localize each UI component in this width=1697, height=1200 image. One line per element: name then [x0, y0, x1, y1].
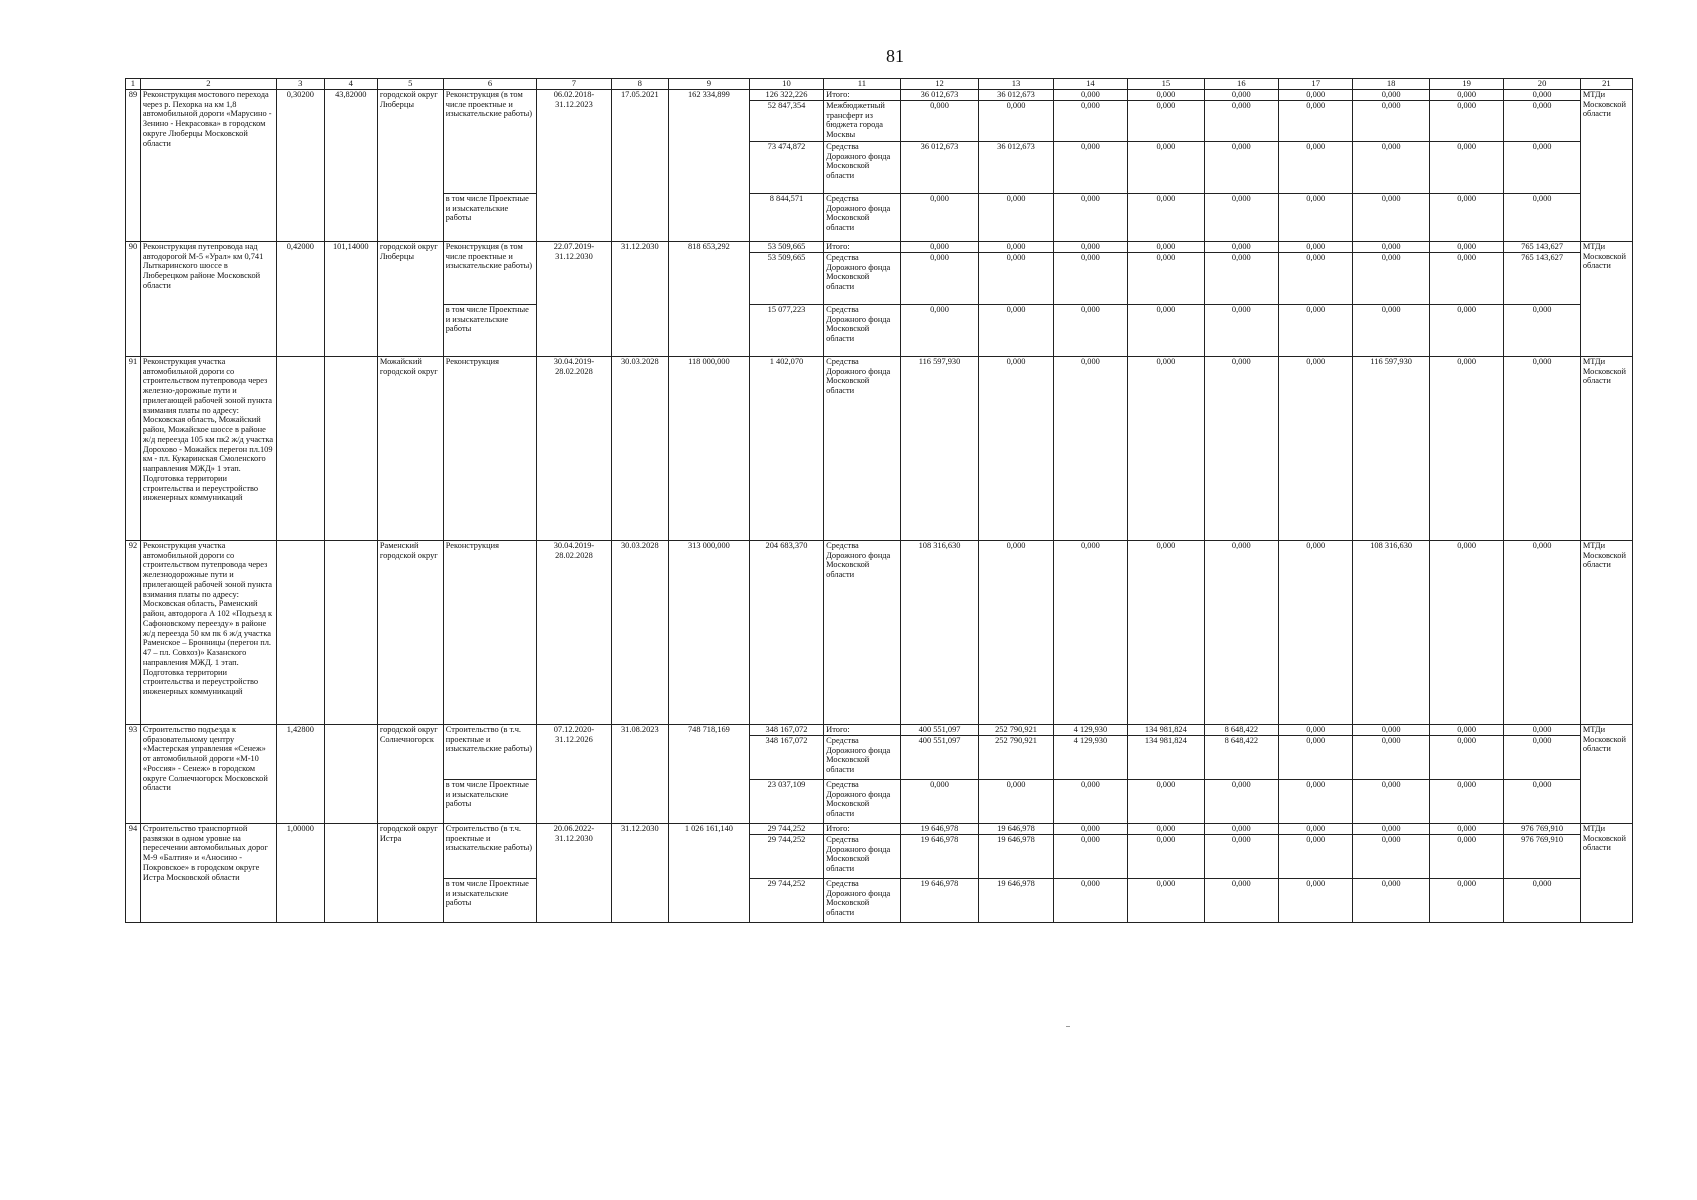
municipality-cell: Можайский городской округ: [377, 356, 443, 540]
amount-cell: 400 551,097: [900, 735, 979, 779]
work-type-cell: Реконструкция: [443, 540, 537, 724]
completion-date-cell: 30.03.2028: [611, 540, 668, 724]
column-header: 8: [611, 79, 668, 90]
amount-cell: 765 143,627: [1504, 252, 1581, 304]
column-header: 15: [1128, 79, 1205, 90]
executor-cell: МТДи Московской области: [1580, 823, 1632, 922]
column-header: 20: [1504, 79, 1581, 90]
amount-cell: 0,000: [1353, 141, 1430, 193]
value-cell: [324, 724, 377, 823]
amount-cell: 0,000: [1279, 100, 1353, 141]
funding-source-cell: Итого:: [824, 241, 901, 252]
municipality-cell: городской округ Истра: [377, 823, 443, 922]
amount-cell: 0,000: [1429, 356, 1503, 540]
funding-source-cell: Средства Дорожного фонда Московской области: [824, 304, 901, 356]
object-name: Строительство транспортной развязки в одном уровне на пересечении автомобильных дорог М-9 «Балтия» и «Аносино - Покровское» в городском округе Истра Московской области: [140, 823, 276, 922]
column-header: 3: [276, 79, 324, 90]
amount-cell: 976 769,910: [1504, 834, 1581, 878]
table-row: [126, 356, 1633, 540]
amount-cell: 0,000: [1353, 100, 1430, 141]
amount-cell: 8 648,422: [1204, 735, 1278, 779]
amount-cell: 0,000: [1053, 878, 1127, 922]
period-cell: 07.12.2020-31.12.2026: [537, 724, 611, 823]
column-header: 13: [979, 79, 1053, 90]
capacity-cell: 0,30200: [276, 89, 324, 241]
column-header: 12: [900, 79, 979, 90]
amount-cell: 0,000: [900, 304, 979, 356]
funding-source-cell: Итого:: [824, 823, 901, 834]
column-header: 16: [1204, 79, 1278, 90]
amount-cell: 4 129,930: [1053, 735, 1127, 779]
period-cell: 20.06.2022-31.12.2030: [537, 823, 611, 922]
amount-cell: 134 981,824: [1128, 735, 1205, 779]
amount-cell: 0,000: [1053, 356, 1127, 540]
amount-cell: 0,000: [1279, 834, 1353, 878]
municipality-cell: городской округ Люберцы: [377, 241, 443, 356]
amount-cell: 0,000: [1053, 304, 1127, 356]
table-row: [126, 89, 1633, 100]
object-name: Реконструкция мостового перехода через р. Пехорка на км 1,8 автомобильной дороги «Марусино - Зенино - Некрасовка» в городском округе Люберцы Московской области: [140, 89, 276, 241]
amount-cell: 0,000: [1504, 540, 1581, 724]
amount-cell: 0,000: [900, 252, 979, 304]
municipality-cell: городской округ Солнечногорск: [377, 724, 443, 823]
financed-cell: 8 844,571: [749, 193, 823, 241]
object-name: Реконструкция путепровода над автодорогой М-5 «Урал» км 0,741 Лыткаринского шоссе в Люберецком районе Московской области: [140, 241, 276, 356]
amount-cell: 0,000: [1429, 834, 1503, 878]
amount-cell: 0,000: [979, 241, 1053, 252]
amount-cell: 36 012,673: [979, 89, 1053, 100]
amount-cell: 0,000: [1204, 878, 1278, 922]
column-header: 19: [1429, 79, 1503, 90]
row-number: 89: [126, 89, 141, 241]
capacity-cell: 1,00000: [276, 823, 324, 922]
financed-cell: 53 509,665: [749, 241, 823, 252]
table-row: [126, 724, 1633, 735]
amount-cell: 19 646,978: [900, 878, 979, 922]
amount-cell: 0,000: [1204, 241, 1278, 252]
amount-cell: 0,000: [1128, 252, 1205, 304]
amount-cell: 0,000: [1279, 779, 1353, 823]
amount-cell: 134 981,824: [1128, 724, 1205, 735]
column-header: 14: [1053, 79, 1127, 90]
amount-cell: 0,000: [1429, 304, 1503, 356]
amount-cell: 0,000: [1353, 252, 1430, 304]
amount-cell: 0,000: [1204, 834, 1278, 878]
amount-cell: 0,000: [979, 540, 1053, 724]
column-header: 9: [669, 79, 750, 90]
amount-cell: 0,000: [979, 779, 1053, 823]
period-cell: 06.02.2018-31.12.2023: [537, 89, 611, 241]
object-name: Реконструкция участка автомобильной дороги со строительством путепровода через железно-дорожные пути и прилегающей рабочей зоной пункта взимания платы по адресу: Московская область, Можайский район, Можайское шоссе в районе ж/д переезда 105 км пк2 ж/д участка Дорохово - Можайск перегон пл.109 км - пл. Кукаринская Смоленского направления МЖД» 1 этап. Подготовка территории строительства и переустройство инженерных коммуникаций: [140, 356, 276, 540]
work-type-cell: Реконструкция: [443, 356, 537, 540]
scan-mark: [1066, 1026, 1070, 1027]
amount-cell: 0,000: [979, 356, 1053, 540]
amount-cell: 0,000: [1128, 304, 1205, 356]
amount-cell: 0,000: [979, 304, 1053, 356]
financed-cell: 1 402,070: [749, 356, 823, 540]
amount-cell: 0,000: [1353, 89, 1430, 100]
financed-cell: 204 683,370: [749, 540, 823, 724]
funding-source-cell: Итого:: [824, 89, 901, 100]
amount-cell: 0,000: [1204, 356, 1278, 540]
column-header: 10: [749, 79, 823, 90]
amount-cell: 0,000: [1504, 724, 1581, 735]
completion-date-cell: 30.03.2028: [611, 356, 668, 540]
funding-source-cell: Итого:: [824, 724, 901, 735]
object-name: Реконструкция участка автомобильной дороги со строительством путепровода через железнодорожные пути и прилегающей рабочей зоной пункта взимания платы по адресу: Московская область, Раменский район, автодорога А 102 «Подъезд к Сафоновскому переезду» в районе ж/д переезда 50 км пк 6 ж/д участка Раменское – Бронницы (перегон пл. 47 – пл. Совхоз)» Казанского направления МЖД. 1 этап. Подготовка территории строительства и переустройство инженерных коммуникаций: [140, 540, 276, 724]
amount-cell: 0,000: [900, 241, 979, 252]
amount-cell: 0,000: [1279, 241, 1353, 252]
amount-cell: 0,000: [1429, 252, 1503, 304]
amount-cell: 0,000: [1279, 89, 1353, 100]
amount-cell: 116 597,930: [900, 356, 979, 540]
value-cell: [324, 356, 377, 540]
municipality-cell: Раменский городской округ: [377, 540, 443, 724]
municipality-cell: городской округ Люберцы: [377, 89, 443, 241]
amount-cell: 36 012,673: [979, 141, 1053, 193]
capacity-cell: 1,42800: [276, 724, 324, 823]
executor-cell: МТДи Московской области: [1580, 540, 1632, 724]
page-number: 81: [886, 46, 904, 66]
period-cell: 22.07.2019-31.12.2030: [537, 241, 611, 356]
amount-cell: 36 012,673: [900, 141, 979, 193]
column-header: 21: [1580, 79, 1632, 90]
amount-cell: 0,000: [1204, 100, 1278, 141]
amount-cell: 0,000: [1429, 724, 1503, 735]
funding-source-cell: Средства Дорожного фонда Московской области: [824, 878, 901, 922]
completion-date-cell: 31.08.2023: [611, 724, 668, 823]
amount-cell: 19 646,978: [979, 834, 1053, 878]
value-cell: [324, 823, 377, 922]
amount-cell: 0,000: [1128, 193, 1205, 241]
completion-date-cell: 17.05.2021: [611, 89, 668, 241]
estimated-cost-cell: 118 000,000: [669, 356, 750, 540]
amount-cell: 0,000: [1429, 735, 1503, 779]
amount-cell: 0,000: [1053, 89, 1127, 100]
completion-date-cell: 31.12.2030: [611, 823, 668, 922]
completion-date-cell: 31.12.2030: [611, 241, 668, 356]
sub-work-type-cell: в том числе Проектные и изыскательские работы: [443, 193, 537, 241]
estimated-cost-cell: 748 718,169: [669, 724, 750, 823]
work-type-cell: Строительство (в т.ч. проектные и изыскательские работы): [443, 823, 537, 878]
amount-cell: 0,000: [1128, 100, 1205, 141]
period-cell: 30.04.2019-28.02.2028: [537, 356, 611, 540]
column-header: 17: [1279, 79, 1353, 90]
table-row: [126, 823, 1633, 834]
row-number: 92: [126, 540, 141, 724]
amount-cell: 252 790,921: [979, 735, 1053, 779]
financed-cell: 348 167,072: [749, 735, 823, 779]
financed-cell: 29 744,252: [749, 823, 823, 834]
value-cell: 101,14000: [324, 241, 377, 356]
value-cell: [324, 540, 377, 724]
funding-source-cell: Средства Дорожного фонда Московской области: [824, 735, 901, 779]
amount-cell: 0,000: [1504, 89, 1581, 100]
amount-cell: 0,000: [1504, 141, 1581, 193]
program-table-sheet: [125, 78, 1633, 923]
amount-cell: 8 648,422: [1204, 724, 1278, 735]
amount-cell: 0,000: [1279, 724, 1353, 735]
amount-cell: 0,000: [1053, 141, 1127, 193]
funding-source-cell: Средства Дорожного фонда Московской области: [824, 834, 901, 878]
amount-cell: 0,000: [1504, 779, 1581, 823]
amount-cell: 0,000: [1128, 89, 1205, 100]
amount-cell: 0,000: [1053, 834, 1127, 878]
amount-cell: 0,000: [1279, 252, 1353, 304]
object-name: Строительство подъезда к образовательному центру «Мастерская управления «Сенеж» от автомобильной дороги «М-10 «Россия» - Сенеж» в городском округе Солнечногорск Московской области: [140, 724, 276, 823]
amount-cell: 116 597,930: [1353, 356, 1430, 540]
amount-cell: 0,000: [1128, 356, 1205, 540]
amount-cell: 0,000: [1053, 823, 1127, 834]
amount-cell: 19 646,978: [900, 823, 979, 834]
amount-cell: 0,000: [1429, 779, 1503, 823]
amount-cell: 0,000: [1204, 89, 1278, 100]
amount-cell: 0,000: [1353, 878, 1430, 922]
executor-cell: МТДи Московской области: [1580, 89, 1632, 241]
table-row: [126, 540, 1633, 724]
amount-cell: 0,000: [1504, 100, 1581, 141]
amount-cell: 0,000: [1128, 241, 1205, 252]
amount-cell: 765 143,627: [1504, 241, 1581, 252]
column-header: 1: [126, 79, 141, 90]
period-cell: 30.04.2019-28.02.2028: [537, 540, 611, 724]
funding-source-cell: Средства Дорожного фонда Московской области: [824, 779, 901, 823]
amount-cell: 0,000: [1429, 540, 1503, 724]
amount-cell: 0,000: [1353, 834, 1430, 878]
amount-cell: 0,000: [1279, 193, 1353, 241]
amount-cell: 19 646,978: [979, 823, 1053, 834]
amount-cell: 0,000: [900, 100, 979, 141]
amount-cell: 0,000: [979, 193, 1053, 241]
amount-cell: 0,000: [1053, 252, 1127, 304]
work-type-cell: Строительство (в т.ч. проектные и изыскательские работы): [443, 724, 537, 779]
amount-cell: 0,000: [1053, 540, 1127, 724]
estimated-cost-cell: 818 653,292: [669, 241, 750, 356]
amount-cell: 0,000: [1429, 193, 1503, 241]
amount-cell: 252 790,921: [979, 724, 1053, 735]
amount-cell: 976 769,910: [1504, 823, 1581, 834]
amount-cell: 0,000: [1429, 89, 1503, 100]
amount-cell: 0,000: [1279, 540, 1353, 724]
amount-cell: 0,000: [1504, 878, 1581, 922]
amount-cell: 108 316,630: [1353, 540, 1430, 724]
amount-cell: 0,000: [1353, 735, 1430, 779]
financed-cell: 52 847,354: [749, 100, 823, 141]
amount-cell: 0,000: [1504, 735, 1581, 779]
column-header: 2: [140, 79, 276, 90]
financed-cell: 23 037,109: [749, 779, 823, 823]
amount-cell: 0,000: [1204, 193, 1278, 241]
amount-cell: 0,000: [1429, 241, 1503, 252]
amount-cell: 0,000: [1128, 823, 1205, 834]
funding-source-cell: Средства Дорожного фонда Московской области: [824, 141, 901, 193]
financed-cell: 53 509,665: [749, 252, 823, 304]
amount-cell: 0,000: [1279, 356, 1353, 540]
amount-cell: 0,000: [1353, 823, 1430, 834]
column-header: 5: [377, 79, 443, 90]
amount-cell: 0,000: [1128, 878, 1205, 922]
financed-cell: 73 474,872: [749, 141, 823, 193]
amount-cell: 0,000: [1128, 779, 1205, 823]
amount-cell: 0,000: [1204, 141, 1278, 193]
amount-cell: 0,000: [1429, 878, 1503, 922]
amount-cell: 4 129,930: [1053, 724, 1127, 735]
amount-cell: 0,000: [1279, 304, 1353, 356]
amount-cell: 0,000: [1053, 100, 1127, 141]
capacity-cell: [276, 540, 324, 724]
amount-cell: 0,000: [900, 779, 979, 823]
amount-cell: 0,000: [1128, 834, 1205, 878]
amount-cell: 0,000: [1279, 141, 1353, 193]
financed-cell: 29 744,252: [749, 834, 823, 878]
row-number: 91: [126, 356, 141, 540]
amount-cell: 0,000: [1353, 724, 1430, 735]
amount-cell: 0,000: [1429, 100, 1503, 141]
amount-cell: 0,000: [1204, 823, 1278, 834]
executor-cell: МТДи Московской области: [1580, 724, 1632, 823]
amount-cell: 0,000: [1279, 823, 1353, 834]
amount-cell: 0,000: [1053, 193, 1127, 241]
financed-cell: 15 077,223: [749, 304, 823, 356]
funding-source-cell: Межбюджетный трансферт из бюджета города Москвы: [824, 100, 901, 141]
work-type-cell: Реконструкция (в том числе проектные и изыскательские работы): [443, 89, 537, 193]
capacity-cell: 0,42000: [276, 241, 324, 356]
table-row: [126, 241, 1633, 252]
amount-cell: 0,000: [1429, 823, 1503, 834]
amount-cell: 400 551,097: [900, 724, 979, 735]
amount-cell: 0,000: [1353, 304, 1430, 356]
amount-cell: 0,000: [979, 100, 1053, 141]
amount-cell: 0,000: [1429, 141, 1503, 193]
column-header: 4: [324, 79, 377, 90]
amount-cell: 0,000: [1504, 356, 1581, 540]
amount-cell: 108 316,630: [900, 540, 979, 724]
executor-cell: МТДи Московской области: [1580, 356, 1632, 540]
value-cell: 43,82000: [324, 89, 377, 241]
amount-cell: 0,000: [1504, 304, 1581, 356]
amount-cell: 0,000: [1279, 878, 1353, 922]
amount-cell: 0,000: [1204, 540, 1278, 724]
financed-cell: 348 167,072: [749, 724, 823, 735]
amount-cell: 0,000: [1053, 779, 1127, 823]
amount-cell: 19 646,978: [900, 834, 979, 878]
amount-cell: 0,000: [1353, 241, 1430, 252]
funding-source-cell: Средства Дорожного фонда Московской области: [824, 193, 901, 241]
funding-source-cell: Средства Дорожного фонда Московской области: [824, 540, 901, 724]
work-type-cell: Реконструкция (в том числе проектные и изыскательские работы): [443, 241, 537, 304]
amount-cell: 0,000: [1204, 779, 1278, 823]
estimated-cost-cell: 313 000,000: [669, 540, 750, 724]
executor-cell: МТДи Московской области: [1580, 241, 1632, 356]
program-table-body: [126, 89, 1633, 922]
sub-work-type-cell: в том числе Проектные и изыскательские работы: [443, 878, 537, 922]
sub-work-type-cell: в том числе Проектные и изыскательские работы: [443, 304, 537, 356]
amount-cell: 0,000: [1204, 252, 1278, 304]
row-number: 94: [126, 823, 141, 922]
column-header: 7: [537, 79, 611, 90]
amount-cell: 0,000: [1053, 241, 1127, 252]
column-header: 18: [1353, 79, 1430, 90]
column-number-header: [126, 79, 1633, 90]
amount-cell: 0,000: [1353, 779, 1430, 823]
sub-work-type-cell: в том числе Проектные и изыскательские работы: [443, 779, 537, 823]
column-header: 11: [824, 79, 901, 90]
amount-cell: 0,000: [1353, 193, 1430, 241]
amount-cell: 0,000: [900, 193, 979, 241]
estimated-cost-cell: 1 026 161,140: [669, 823, 750, 922]
amount-cell: 0,000: [1128, 540, 1205, 724]
estimated-cost-cell: 162 334,899: [669, 89, 750, 241]
program-table: [125, 78, 1633, 923]
funding-source-cell: Средства Дорожного фонда Московской области: [824, 356, 901, 540]
amount-cell: 0,000: [1128, 141, 1205, 193]
financed-cell: 29 744,252: [749, 878, 823, 922]
amount-cell: 0,000: [1204, 304, 1278, 356]
amount-cell: 36 012,673: [900, 89, 979, 100]
amount-cell: 19 646,978: [979, 878, 1053, 922]
row-number: 90: [126, 241, 141, 356]
column-header: 6: [443, 79, 537, 90]
funding-source-cell: Средства Дорожного фонда Московской области: [824, 252, 901, 304]
row-number: 93: [126, 724, 141, 823]
capacity-cell: [276, 356, 324, 540]
amount-cell: 0,000: [979, 252, 1053, 304]
financed-cell: 126 322,226: [749, 89, 823, 100]
amount-cell: 0,000: [1279, 735, 1353, 779]
amount-cell: 0,000: [1504, 193, 1581, 241]
